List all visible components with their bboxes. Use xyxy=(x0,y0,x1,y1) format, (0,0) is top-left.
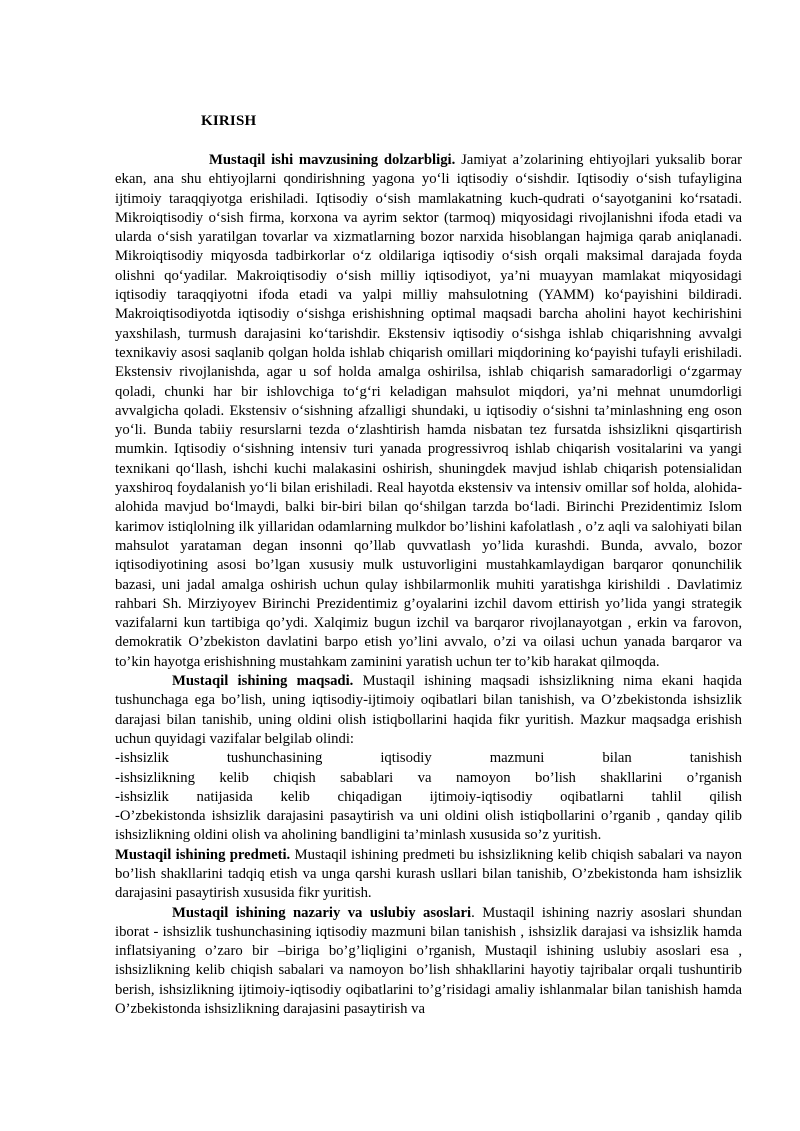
list-item: -ishsizlik tushunchasining iqtisodiy mazmuni bilan tanishish xyxy=(115,750,742,767)
paragraph-theory xyxy=(115,904,742,1020)
list-item: -O’zbekistonda ishsizlik darajasini pasaytirish va uni oldini olish istiqbollarini o’rganib , qanday qilib ishsizlikning oldini olish va aholining bandligini ta’minlash xususida so’z yuritish. xyxy=(115,808,742,844)
heading-goal: Mustaqil ishining maqsadi. xyxy=(172,673,354,690)
text-theory: . Mustaqil ishining nazriy asoslari shundan iborat - ishsizlik tushunchasining iqtisodiy mazmuni bilan tanishish , ishsizlik darajasi va ishsizlik hamda inflatsiyaning o’zaro bir –biriga bo’g’liqligini o’rganish, Mustaqil ishining uslubiy asoslari esa , ishsizlikning kelib chiqish sabalari va namoyon bo’lish shhakllarini hayotiy tajribalar orqali tushuntirib berish, ishsizlikning ijtimoiy-iqtisodiy oqibatlarini to’g’risidagi amaliy ishlanmalar bilan tanishish hamda O’zbekistonda ishsizlikning darajasini pasaytirish va xyxy=(115,904,742,1018)
list-item: -ishsizlikning kelib chiqish sabablari va namoyon bo’lish shakllarini o’rganish xyxy=(115,769,742,786)
list-item: -ishsizlik natijasida kelib chiqadigan ijtimoiy-iqtisodiy oqibatlarni tahlil qilish xyxy=(115,788,742,805)
paragraph-subject xyxy=(115,846,742,904)
text-goal: Mustaqil ishining maqsadi ishsizlikning nima ekani haqida tushunchaga ega bo’lish, uning iqtisodiy-ijtimoiy oqibatlari bilan tanishish, va O’zbekistonda ishsizlik darajasi bilan tanishib, uning oldini olish istiqbollarini haqida fikr yuritish. Mazkur maqsadga erishish uchun quyidagi vazifalar belgilab olindi: xyxy=(115,673,742,747)
page-title: KIRISH xyxy=(201,113,257,129)
heading-relevance: Mustaqil ishi mavzusining dolzarbligi. xyxy=(209,152,456,168)
text-relevance: Jamiyat a’zolarining ehtiyojlari yuksalib borar ekan, ana shu ehtiyojlarni qondirishning yagona yo‘li iqtisodiy o‘sishdir. Iqtisodiy o‘sish tufayligina ijtimoiy taraqqiyotga erishiladi. Iqtisodiy o‘sish mamlakatning kuch-qudrati o‘sayotganini ko‘rsatadi. Mikroiqtisodiy o‘sish firma, korxona va ayrim sektor (tarmoq) miqyosidagi rivojlanishni ifoda etadi va ularda o‘sish yaratilgan tovarlar va xizmatlarning bozor narxida hisoblangan hajmiga qarab aniqlanadi. Mikroiqtisodiy miqyosda tadbirkorlar o‘z oldilariga iqtisodiy o‘sish orqali maksimal darajada foyda olishni qo‘yadilar. Makroiqtisodiy o‘sish milliy iqtisodiyot, ya’ni muayyan mamlakat miqyosidagi iqtisodiy taraqqiyotni ifoda etadi va yalpi milliy mahsulotning (YAMM) ko‘payishini bildiradi. Makroiqtisodiyotda iqtisodiy o‘sishga erishishning optimal maqsadi barcha aholini hayot kechirishini yaxshilash, turmush darajasini ko‘tarishdir. Ekstensiv iqtisodiy o‘sishga ishlab chiqarishning avvalgi texnikaviy asosi saqlanib qolgan holda ishlab chiqarish omillari miqdorining ko‘payishi tufayli erishiladi. Ekstensiv rivojlanishda, agar u sof holda amalga oshirilsa, ishlab chiqarish samaradorligi o‘zgarmay qoladi, chunki har bir ishlovchiga to‘g‘ri keladigan mahsulot miqdori, ya’ni mehnat unumdorligi avvalgicha qoladi. Ekstensiv o‘sishning afzalligi shundaki, u iqtisodiy o‘sishni ta’minlashning eng oson yo‘li. Bunda tabiiy resurslarni tezda o‘zlashtirish hamda nisbatan tez fursatda ishsizlikni qisqartirish mumkin. Iqtisodiy o‘sishning intensiv turi yanada progressivroq ishlab chiqarish vositalarini va yangi texnikani qo‘llash, ishchi kuchi malakasini oshirish, shuningdek mavjud ishlab chiqarish potensialidan yaxshiroq foydalanish yo‘li bilan erishiladi. Real hayotda ekstensiv va intensiv omillar sof holda, alohida-alohida mavjud bo‘lmaydi, balki bir-biri bilan qo‘shilgan tarzda bo‘ladi. Birinchi Prezidentimiz Islom karimov istiqlolning ilk yillaridan odamlarning mulkdor bo’lishini kafolatlash , o’z aqli va salohiyati bilan mahsulot yarataman degan insonni qo’llab quvvatlash yo’lida kurashdi. Bunda, avvalo, bozor iqtisodiyotining asosi bo’lgan xususiy mulk ustuvorligini mustahkamlaydigan barqaror qonunchilik bazasi, uni jadal amalga oshirish uchun qulay ishbilarmonlik muhiti yaratishga kirishildi . Davlatimiz rahbari Sh. Mirziyoyev Birinchi Prezidentimiz g’oyalarini izchil davom ettirish yo’lida yangi strategik vazifalarni kun tartibiga qo’ydi. Xalqimiz bugun izchil va barqaror rivojlanayotgan , erkin va farovon, demokratik O’zbekiston davlatini barpo etish yo’lini avvalo, o’zi va oilasi uchun yanada barqaror va to’kin hayotga erishishning mustahkam zaminini yaratish uchun ter to’kib harakat qilmoqda. xyxy=(115,152,742,670)
heading-subject: Mustaqil ishining predmeti. xyxy=(115,846,291,863)
document-body xyxy=(115,151,742,1019)
text-subject: Mustaqil ishining predmeti bu ishsizlikning kelib chiqish sabalari va nayon bo’lish shakllarini tadqiq etish va unga qarshi kurash usllari bilan tanishib, O’zbekistonda ham ishsizlik darajasini pasaytirish xususida fikr yuritish. xyxy=(115,846,742,902)
paragraph-relevance xyxy=(115,151,742,672)
paragraph-goal xyxy=(115,672,742,749)
heading-theory: Mustaqil ishining nazariy va uslubiy asoslari xyxy=(172,904,472,921)
